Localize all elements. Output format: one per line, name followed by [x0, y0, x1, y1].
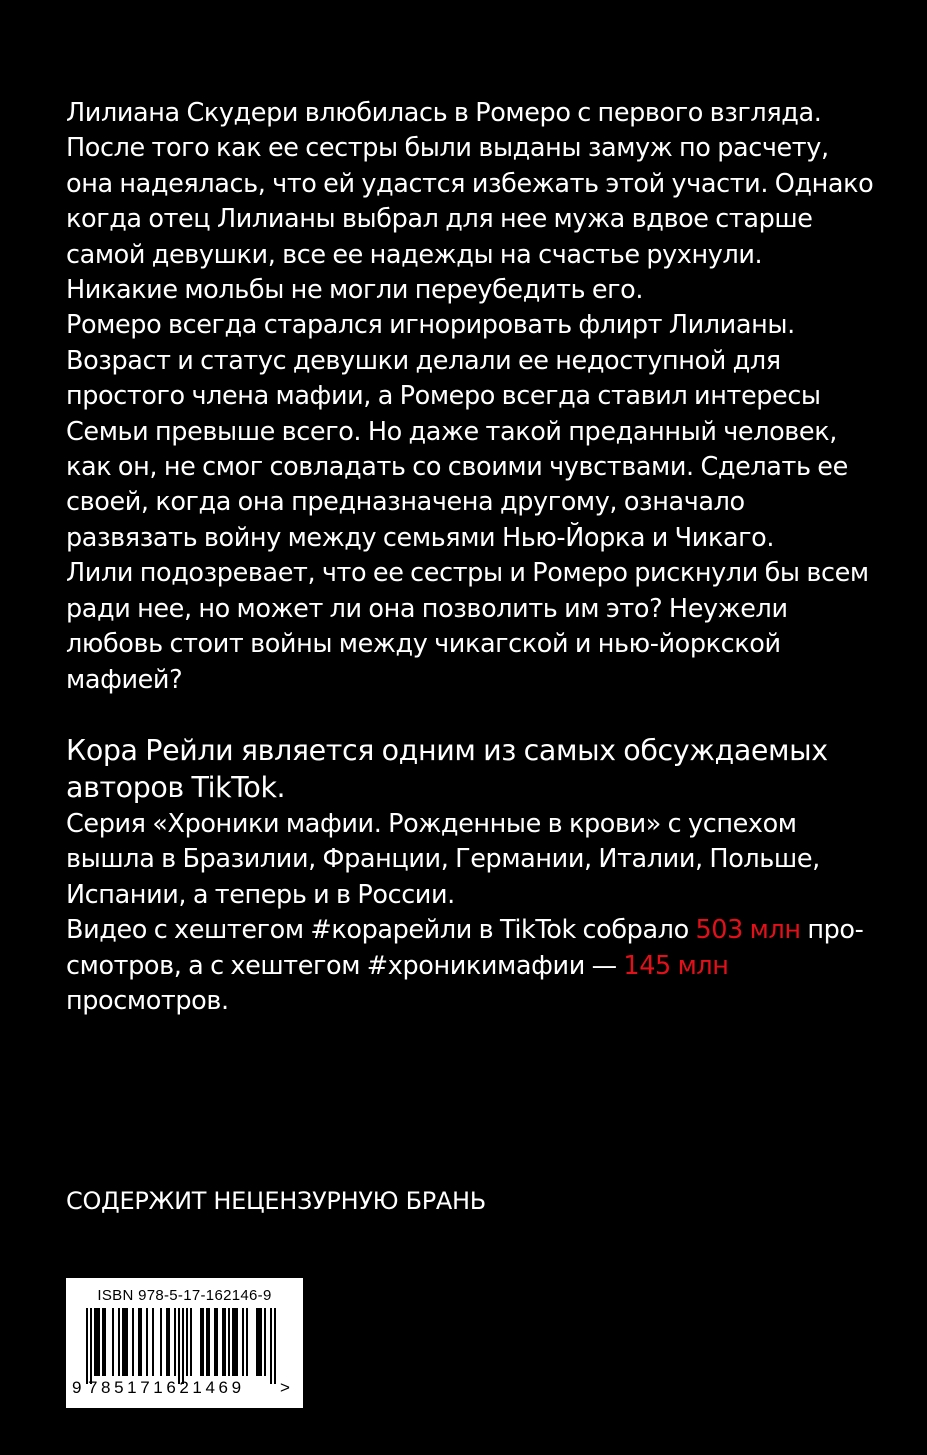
barcode-bar — [228, 1308, 230, 1376]
barcode-bar — [200, 1308, 204, 1376]
barcode-bar — [132, 1308, 134, 1376]
barcode-bar — [246, 1308, 248, 1376]
barcode-bar — [94, 1308, 100, 1376]
barcode-bar — [242, 1308, 244, 1376]
barcode-arrow: > — [280, 1378, 290, 1397]
isbn-barcode — [66, 1278, 303, 1408]
isbn-label: ISBN 978-5-17-162146-9 — [97, 1287, 272, 1304]
views-count-1: 503 млн — [695, 915, 801, 946]
barcode-bar — [86, 1308, 88, 1384]
stats-text-2: про-смотров, а с хештегом #хроникимафии — — [66, 915, 864, 981]
barcode-bar — [186, 1308, 188, 1376]
barcode-bar — [214, 1308, 218, 1376]
barcode-bar — [90, 1308, 92, 1384]
barcode-bar — [256, 1308, 262, 1376]
barcode-bar — [102, 1308, 106, 1376]
barcode-bar — [264, 1308, 266, 1376]
barcode-bar — [118, 1308, 120, 1376]
stats-text-3: просмотров. — [66, 986, 229, 1017]
author-body — [66, 807, 876, 1019]
barcode-bar — [174, 1308, 176, 1376]
barcode-bar — [178, 1308, 180, 1384]
synopsis — [66, 96, 876, 698]
synopsis-paragraph-2: Ромеро всегда старался игнорировать флирт Лилианы. Возраст и статус девушки делали ее недоступной для простого члена мафии, а Ромеро всегда ставил интересы Семьи превыше всего. Но даже такой преданный человек, как он, не смог совладать со своими чувствами. Сделать ее своей, когда она предназначена другому, означало развязать войну между семьями Нью-Йорка и Чикаго. — [66, 310, 848, 553]
barcode-bar — [232, 1308, 238, 1376]
barcode-bar — [182, 1308, 184, 1384]
content-warning: СОДЕРЖИТ НЕЦЕНЗУРНУЮ БРАНЬ — [66, 1187, 486, 1215]
barcode-bar — [206, 1308, 210, 1376]
synopsis-paragraph-3: Лили подозревает, что ее сестры и Ромеро рискнули бы всем ради нее, но может ли она позволить им это? Неужели любовь стоит войны между чикагской и нью-йоркской мафией? — [66, 558, 869, 695]
barcode-bar — [270, 1308, 272, 1384]
barcode-lead-digit: 9 — [72, 1378, 82, 1397]
barcode-bar — [112, 1308, 114, 1376]
barcode-bar — [222, 1308, 226, 1376]
barcode-bar — [166, 1308, 170, 1376]
synopsis-paragraph-1: Лилиана Скудери влюбилась в Ромеро с первого взгляда. После того как ее сестры были выданы замуж по расчету, она надеялась, что ей удастся избежать этой участи. Однако когда отец Лилианы выбрал для нее мужа вдвое старше самой девушки, все ее надежды на счастье рухнули. Никакие мольбы не могли переубедить его. — [66, 98, 874, 306]
author-lead: Кора Рейли является одним из самых обсуждаемых авторов TikTok. — [66, 734, 828, 804]
tiktok-stats — [66, 913, 876, 1019]
barcode-digits: 785171621469 — [88, 1378, 245, 1397]
barcode-bar — [160, 1308, 162, 1376]
barcode-bar — [152, 1308, 154, 1376]
views-count-2: 145 млн — [623, 950, 729, 981]
series-info: Серия «Хроники мафии. Рожденные в крови» с успехом вышла в Бразилии, Франции, Германии, Италии, Польше, Испании, а теперь и в России. — [66, 809, 820, 910]
stats-text-1: Видео с хештегом #корарейли в TikTok собрало — [66, 915, 696, 946]
barcode-bar — [146, 1308, 148, 1376]
barcode-bar — [190, 1308, 192, 1376]
barcode-bar — [122, 1308, 128, 1376]
barcode-bar — [138, 1308, 142, 1376]
barcode-bar — [274, 1308, 276, 1384]
author-info — [66, 732, 876, 1019]
